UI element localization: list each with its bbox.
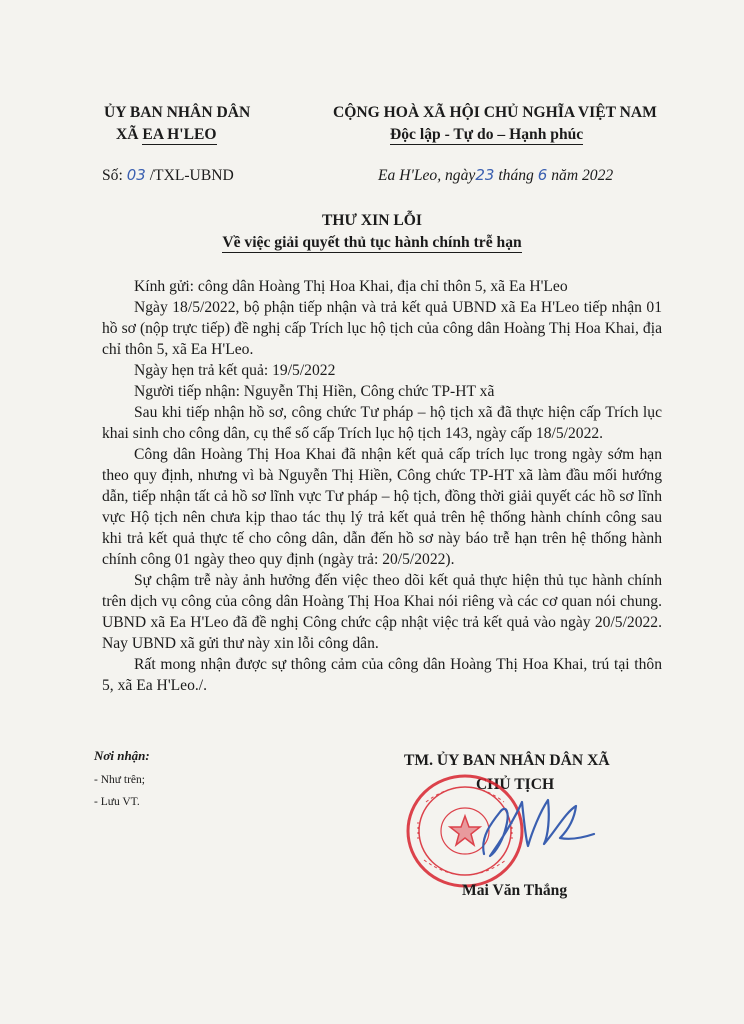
ref-number-handwritten: 03 <box>126 166 146 184</box>
signature-title: TM. ỦY BAN NHÂN DÂN XÃ <box>404 752 610 769</box>
paragraph-processing: Sau khi tiếp nhận hồ sơ, công chức Tư pháp – hộ tịch xã đã thực hiện cấp Trích lục khai sinh cho công dân, cụ thể số cấp Trích lục hộ tịch 143, ngày cấp 18/5/2022. <box>102 404 662 442</box>
date-year: năm 2022 <box>551 167 614 184</box>
document-subject <box>0 234 744 252</box>
document-number <box>102 166 234 185</box>
paragraph-closing: Rất mong nhận được sự thông cảm của công dân Hoàng Thị Hoa Khai, trú tại thôn 5, xã Ea H'Leo./. <box>102 656 662 694</box>
ref-prefix: Số: <box>102 167 123 184</box>
signature-role: CHỦ TỊCH <box>476 776 555 793</box>
handwritten-signature-icon <box>470 782 610 872</box>
paragraph-due-date: Ngày hẹn trả kết quả: 19/5/2022 <box>134 362 336 379</box>
paragraph-impact: Sự chậm trễ này ảnh hưởng đến việc theo dõi kết quả thực hiện thủ tục hành chính trên dịch vụ công của công dân Hoàng Thị Hoa Khai nói riêng và các cơ quan nói chung. UBND xã Ea H'Leo đã đề nghị Công chức cập nhật việc trả kết quả vào ngày 20/5/2022. Nay UBND xã gửi thư này xin lỗi công dân. <box>102 572 662 652</box>
subject-text: Về việc giải quyết thủ tục hành chính trễ hạn <box>222 234 522 251</box>
org-prefix: XÃ <box>116 126 143 143</box>
paragraph-receiver: Người tiếp nhận: Nguyễn Thị Hiền, Công chức TP-HT xã <box>134 383 495 400</box>
country-name: CỘNG HOÀ XÃ HỘI CHỦ NGHĨA VIỆT NAM <box>333 104 657 121</box>
document-title: THƯ XIN LỖI <box>322 212 422 229</box>
recipient-item: - Như trên; <box>94 774 145 786</box>
date-place: Ea H'Leo, ngày <box>378 167 476 184</box>
date-month-handwritten: 6 <box>537 166 548 184</box>
motto <box>390 126 583 144</box>
date-day-handwritten: 23 <box>475 166 495 184</box>
recipients-label: Nơi nhận: <box>94 748 150 763</box>
motto-text: Độc lập - Tự do – Hạnh phúc <box>390 126 584 143</box>
org-name-line1: ỦY BAN NHÂN DÂN <box>104 104 251 121</box>
org-name-line2 <box>116 126 217 144</box>
document-date <box>378 166 613 185</box>
greeting: Kính gửi: công dân Hoàng Thị Hoa Khai, địa chỉ thôn 5, xã Ea H'Leo <box>134 278 568 295</box>
org-commune-name: EA H'LEO <box>142 126 217 143</box>
paragraph-receipt: Ngày 18/5/2022, bộ phận tiếp nhận và trả kết quả UBND xã Ea H'Leo tiếp nhận 01 hồ sơ (nộp trực tiếp) đề nghị cấp Trích lục hộ tịch của công dân Hoàng Thị Hoa Khai, địa chỉ thôn 5, xã Ea H'Leo. <box>102 299 662 358</box>
signer-name: Mai Văn Thắng <box>462 882 568 899</box>
paragraph-reason: Công dân Hoàng Thị Hoa Khai đã nhận kết quả cấp trích lục trong ngày sớm hạn theo quy định, nhưng vì bà Nguyễn Thị Hiền, Công chức TP-HT xã làm đầu mối hướng dẫn, tiếp nhận tất cả hồ sơ lĩnh vực Tư pháp – hộ tịch, đồng thời giải quyết các hồ sơ lĩnh vực Hộ tịch nên chưa kịp thao tác thụ lý trả kết quả trên hệ thống hành chính công sau khi trả kết quả thực tế cho công dân, dẫn đến hồ sơ này báo trễ hạn trên hệ thống hành chính công 01 ngày theo quy định (ngày trả: 20/5/2022). <box>102 446 662 568</box>
date-month-word: tháng <box>498 167 534 184</box>
ref-suffix: /TXL-UBND <box>149 167 234 184</box>
recipient-item: - Lưu VT. <box>94 796 140 808</box>
letter-body <box>102 276 662 696</box>
